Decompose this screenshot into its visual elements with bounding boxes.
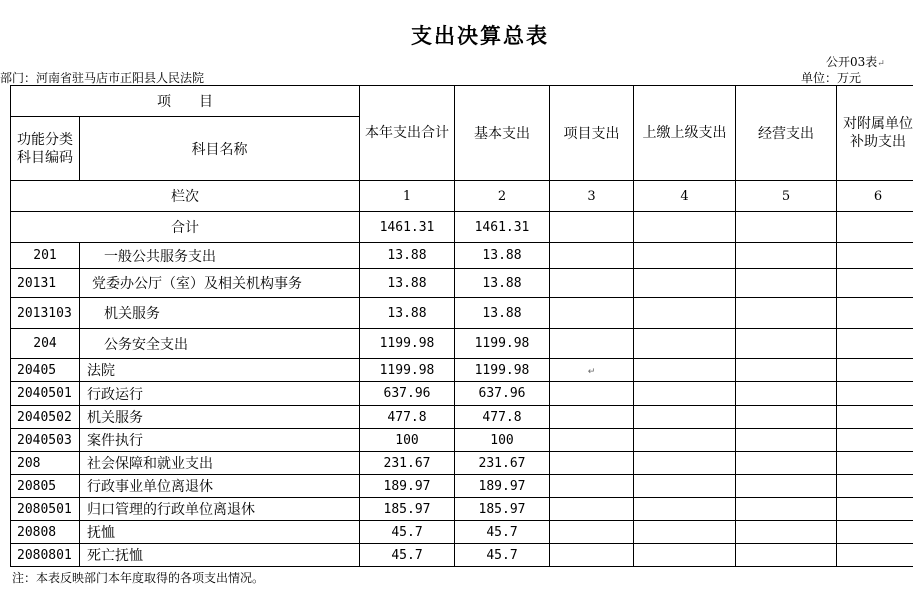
row-name: 法院: [80, 359, 360, 382]
row-code: 2040502: [11, 406, 80, 429]
header-total: 本年支出合计: [360, 86, 455, 181]
header-upper: 上缴上级支出: [634, 86, 736, 181]
table-row: [11, 269, 913, 298]
table-row: [11, 243, 913, 269]
row-total: 1199.98: [360, 329, 455, 359]
column-number: 5: [736, 181, 837, 212]
row-basic: 45.7: [455, 544, 550, 567]
row-code: 2040503: [11, 429, 80, 452]
row-total: 13.88: [360, 243, 455, 269]
column-number: 3: [550, 181, 634, 212]
table-row: [11, 382, 913, 406]
header-func-code: 功能分类科目编码: [11, 117, 80, 181]
header-project: 项目支出: [550, 86, 634, 181]
row-total: 185.97: [360, 498, 455, 521]
table-row: [11, 298, 913, 329]
total-row-basic: 1461.31: [455, 212, 550, 243]
row-total: 100: [360, 429, 455, 452]
row-name: 社会保障和就业支出: [80, 452, 360, 475]
header-basic: 基本支出: [455, 86, 550, 181]
table-row: 20405 法院 1199.98 1199.98 ↵: [11, 359, 913, 382]
row-total: 1199.98: [360, 359, 455, 382]
header-business: 经营支出: [736, 86, 837, 181]
row-code: 2013103: [11, 298, 80, 329]
table-row: [11, 329, 913, 359]
table-row: [11, 429, 913, 452]
header-subsidy: 对附属单位补助支出: [837, 86, 913, 181]
row-total: 477.8: [360, 406, 455, 429]
row-basic: 1199.98: [455, 359, 550, 382]
row-total: 45.7: [360, 544, 455, 567]
row-name: 死亡抚恤: [80, 544, 360, 567]
table-row: [11, 521, 913, 544]
row-name: 案件执行: [80, 429, 360, 452]
row-total: 231.67: [360, 452, 455, 475]
footnote: 注：本表反映部门本年度取得的各项支出情况。: [12, 571, 265, 585]
row-name: 机关服务: [80, 298, 360, 329]
row-name: 机关服务: [80, 406, 360, 429]
row-basic: 1199.98: [455, 329, 550, 359]
row-name: 公务安全支出: [80, 329, 360, 359]
row-basic: 13.88: [455, 269, 550, 298]
table-code-label: 公开03表↵: [826, 55, 885, 69]
row-basic: 45.7: [455, 521, 550, 544]
row-total: 637.96: [360, 382, 455, 406]
row-code: 20808: [11, 521, 80, 544]
row-code: 2080801: [11, 544, 80, 567]
unit-label: 单位：万元: [801, 71, 862, 85]
row-basic: 100: [455, 429, 550, 452]
row-total: 189.97: [360, 475, 455, 498]
table-row: [11, 406, 913, 429]
row-code: 204: [11, 329, 80, 359]
row-total: 13.88: [360, 298, 455, 329]
header-subject-name: 科目名称: [80, 117, 360, 181]
row-name: 一般公共服务支出: [80, 243, 360, 269]
row-basic: 13.88: [455, 243, 550, 269]
header-item: 项 目: [11, 86, 360, 117]
column-number: 6: [837, 181, 913, 212]
row-name: 抚恤: [80, 521, 360, 544]
table-row: [11, 452, 913, 475]
column-number: 4: [634, 181, 736, 212]
column-number: 2: [455, 181, 550, 212]
row-basic: 231.67: [455, 452, 550, 475]
table-row: [11, 498, 913, 521]
column-number-label: 栏次: [11, 181, 360, 212]
table-row: [11, 475, 913, 498]
department-label: 部门：河南省驻马店市正阳县人民法院: [0, 71, 205, 85]
row-basic: 185.97: [455, 498, 550, 521]
row-basic: 637.96: [455, 382, 550, 406]
row-name: 行政运行: [80, 382, 360, 406]
row-code: 20805: [11, 475, 80, 498]
total-row-label: 合计: [11, 212, 360, 243]
table-row: [11, 544, 913, 567]
row-code: 201: [11, 243, 80, 269]
row-code: 20131: [11, 269, 80, 298]
row-basic: 13.88: [455, 298, 550, 329]
expenditure-table: [10, 85, 913, 567]
row-name: 行政事业单位离退休: [80, 475, 360, 498]
row-code: 208: [11, 452, 80, 475]
row-name: 归口管理的行政单位离退休: [80, 498, 360, 521]
row-code: 2040501: [11, 382, 80, 406]
row-basic: 189.97: [455, 475, 550, 498]
row-basic: 477.8: [455, 406, 550, 429]
row-code: 20405: [11, 359, 80, 382]
total-row-total: 1461.31: [360, 212, 455, 243]
row-total: 13.88: [360, 269, 455, 298]
report-title: 支出决算总表: [411, 24, 549, 48]
row-code: 2080501: [11, 498, 80, 521]
row-name: 党委办公厅（室）及相关机构事务: [80, 269, 360, 298]
column-number: 1: [360, 181, 455, 212]
row-total: 45.7: [360, 521, 455, 544]
